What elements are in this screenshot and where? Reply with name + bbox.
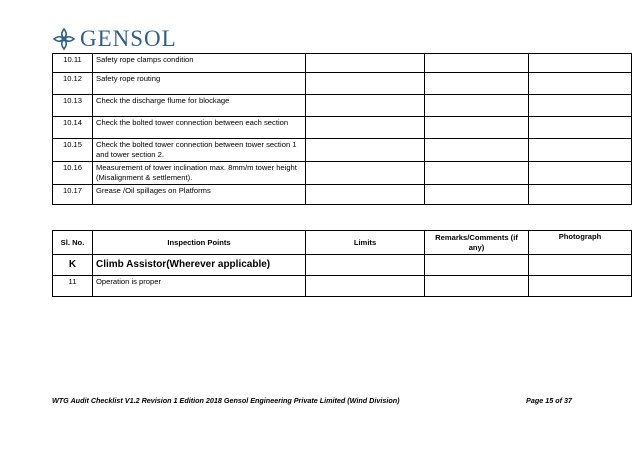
photo-cell: [529, 95, 632, 117]
limits-cell: [306, 276, 425, 297]
checklist-table-10: [52, 53, 632, 205]
remarks-cell: [425, 117, 529, 139]
remarks-cell: [425, 276, 529, 297]
table-row: [53, 139, 632, 162]
row-number: 10.11: [53, 54, 93, 73]
remarks-cell: [425, 185, 529, 205]
inspection-point: Measurement of tower inclination max. 8mm/m tower height (Misalignment & settlement).: [93, 162, 306, 185]
page-footer: [52, 396, 572, 405]
header-photograph: Photograph: [529, 231, 632, 255]
footer-document-info: WTG Audit Checklist V1.2 Revision 1 Edition 2018 Gensol Engineering Private Limited (Wind Division): [52, 396, 400, 405]
logo-wordmark: GENSOL: [80, 26, 177, 51]
row-number: 10.15: [53, 139, 93, 162]
limits-cell: [306, 255, 425, 276]
photo-cell: [529, 54, 632, 73]
row-number: 11: [53, 276, 93, 297]
limits-cell: [306, 73, 425, 95]
row-number: 10.16: [53, 162, 93, 185]
table-row: [53, 117, 632, 139]
photo-cell: [529, 276, 632, 297]
header-remarks: Remarks/Comments (if any): [425, 231, 529, 255]
limits-cell: [306, 95, 425, 117]
row-number: 10.14: [53, 117, 93, 139]
header-limits: Limits: [306, 231, 425, 255]
header-inspection-points: Inspection Points: [93, 231, 306, 255]
photo-cell: [529, 162, 632, 185]
row-number: 10.13: [53, 95, 93, 117]
row-number: 10.12: [53, 73, 93, 95]
table-header-row: [53, 231, 632, 255]
inspection-point: Check the bolted tower connection between each section: [93, 117, 306, 139]
gensol-logo: [52, 26, 177, 52]
section-title: Climb Assistor(Wherever applicable): [93, 255, 306, 276]
photo-cell: [529, 73, 632, 95]
table-row: [53, 73, 632, 95]
limits-cell: [306, 54, 425, 73]
remarks-cell: [425, 139, 529, 162]
limits-cell: [306, 162, 425, 185]
remarks-cell: [425, 54, 529, 73]
remarks-cell: [425, 162, 529, 185]
photo-cell: [529, 185, 632, 205]
photo-cell: [529, 139, 632, 162]
table-row: [53, 185, 632, 205]
inspection-point: Grease /Oil spillages on Platforms: [93, 185, 306, 205]
header-sl-no: Sl. No.: [53, 231, 93, 255]
limits-cell: [306, 185, 425, 205]
limits-cell: [306, 139, 425, 162]
row-number: 10.17: [53, 185, 93, 205]
footer-page-number: Page 15 of 37: [526, 396, 572, 405]
inspection-point: Check the discharge flume for blockage: [93, 95, 306, 117]
section-letter: K: [53, 255, 93, 276]
table-row: [53, 162, 632, 185]
remarks-cell: [425, 73, 529, 95]
inspection-point: Check the bolted tower connection between tower section 1 and tower section 2.: [93, 139, 306, 162]
inspection-point: Operation is proper: [93, 276, 306, 297]
photo-cell: [529, 117, 632, 139]
photo-cell: [529, 255, 632, 276]
table-row: [53, 54, 632, 73]
table-row: [53, 95, 632, 117]
remarks-cell: [425, 255, 529, 276]
section-row: [53, 255, 632, 276]
inspection-point: Safety rope clamps condition: [93, 54, 306, 73]
inspection-point: Safety rope routing: [93, 73, 306, 95]
compass-flower-logo-icon: [52, 27, 76, 51]
checklist-table-k: [52, 230, 632, 297]
table-row: [53, 276, 632, 297]
limits-cell: [306, 117, 425, 139]
remarks-cell: [425, 95, 529, 117]
